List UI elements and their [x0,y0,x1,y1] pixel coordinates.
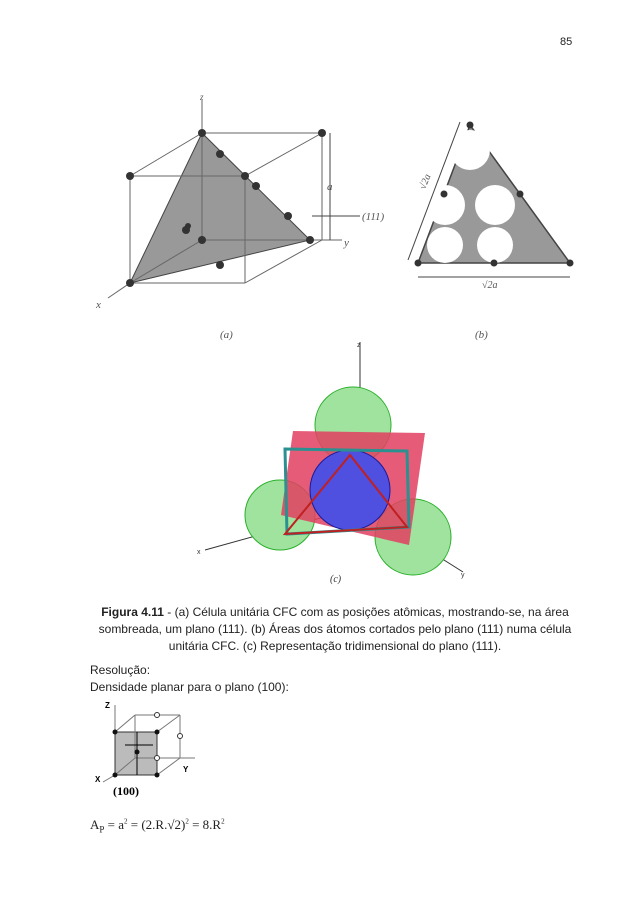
axis-z-label: z [357,342,361,349]
caption-label: Figura 4.11 [101,605,164,619]
figure-c-3d [195,337,485,587]
panel-a-label: (a) [220,329,233,341]
formula-part2: = (2.R.√2) [127,817,186,832]
dimension-a-label: a [327,181,333,193]
formula-lhs: A [90,817,100,832]
planar-area-formula [90,817,225,835]
figure-100-plane [95,700,205,800]
panel-b-label: (b) [475,329,488,341]
formula-sup3: 2 [221,817,225,826]
axis-x-label: X [95,775,101,784]
axis-x-label: x [96,299,101,311]
formula-part1: = a [104,817,125,832]
plane-111-triangle [408,122,574,278]
axis-y-label: y [344,237,349,249]
caption-text: - (a) Célula unitária CFC com as posições atômicas, mostrando-se, na área sombreada, um plano (111). (b) Áreas dos átomos cortados pelo plano (111) numa célula unitária CFC. (c) Representação tridimensional do plano (111). [98,605,572,653]
axis-y-label: Y [183,765,189,774]
axis-z-label: Z [105,701,110,710]
axis-z-label: z [200,92,204,102]
plane-111-label: (111) [362,211,385,223]
panel-c-label: (c) [330,574,342,585]
plane-100-label: (100) [113,784,139,798]
page-number: 85 [560,36,573,48]
axis-y-label: y [461,572,465,579]
formula-sup2: 2 [185,817,189,826]
side-sqrt2a-label: √2a [417,172,434,192]
resolution-subheading: Densidade planar para o plano (100): [90,680,289,694]
formula-lhs-sub: P [99,824,105,835]
formula-sup1: 2 [124,817,128,826]
formula-part3: = 8.R [188,817,222,832]
resolution-heading: Resolução: [90,663,151,677]
figure-ab [90,80,590,350]
figure-caption [90,604,580,655]
axis-x-label: x [197,549,201,556]
base-sqrt2a-label: √2a [482,280,498,291]
